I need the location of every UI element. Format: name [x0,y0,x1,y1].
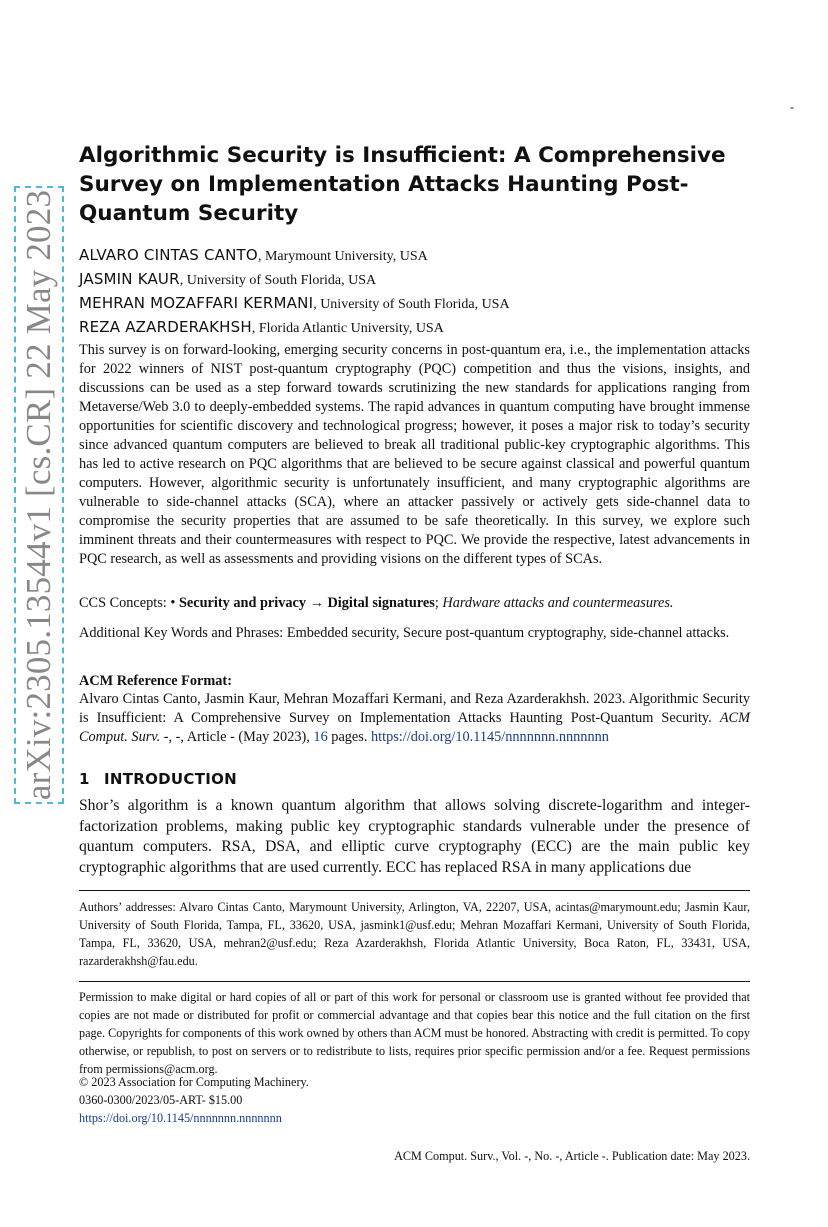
arxiv-stamp[interactable] [14,186,64,804]
author-affiliation: , Florida Atlantic University, USA [251,321,444,336]
page-mark: - [790,100,794,114]
keywords-text: Embedded security, Secure post-quantum cryptography, side-channel attacks. [286,625,730,641]
page-footer: ACM Comput. Surv., Vol. -, No. -, Article -. Publication date: May 2023. [394,1149,750,1163]
arxiv-stamp-text: arXiv:2305.13544v1 [cs.CR] 22 May 2023 [19,189,58,801]
section-heading [79,770,237,788]
ccs-separator: ; [434,595,443,611]
author-affiliation: , University of South Florida, USA [313,297,510,312]
author-line [79,244,759,268]
reference-journal: ACM Comput. Surv. [79,710,750,745]
ccs-secondary: Hardware attacks and countermeasures. [442,595,674,611]
footnote-rule [79,890,750,891]
reference-text: Alvaro Cintas Canto, Jasmin Kaur, Mehran Mozaffari Kermani, and Reza Azarderakhsh. 2023. Algorithmic Security is Insufficient: A Comprehensive Survey on Implementation Attacks Haunting Post-Quantum Security. [79,691,750,726]
reference-pages-suffix: pages. [327,729,371,745]
abstract: This survey is on forward-looking, emerging security concerns in post-quantum era, i.e., the implementation attacks for 2022 winners of NIST post-quantum cryptography (PQC) competition and thus the visions, insights, and discussions can be used as a step forward towards scrutinizing the new standards for applications ranging from Metaverse/Web 3.0 to deeply-embedded systems. The rapid advances in quantum computing have brought immense opportunities for scientific discovery and technological progress; however, it poses a major risk to today’s security since advanced quantum computers are believed to break all traditional public-key cryptographic algorithms. This has led to active research on PQC algorithms that are believed to be secure against classical and powerful quantum computers. However, algorithmic security is unfortunately insufficient, and many cryptographic algorithms are vulnerable to side-channel attacks (SCA), where an attacker passively or actively gets side-channel data to compromise the security properties that are assumed to be safe theoretically. In this survey, we explore such imminent threats and their countermeasures with respect to PQC. We provide the respective, latest advancements in PQC research, as well as assessments and providing visions on the different types of SCAs. [79,342,750,567]
copyright: © 2023 Association for Computing Machinery. [79,1075,309,1089]
author-line [79,268,759,292]
issn: 0360-0300/2023/05-ART- $15.00 [79,1093,243,1107]
author-addresses: Authors’ addresses: Alvaro Cintas Canto, Marymount University, Arlington, VA, 22207, USA, acintas@marymount.edu; Jasmin Kaur, University of South Florida, Tampa, FL, 33620, USA, jasmink1@usf.edu; Mehran Mozaffari Kermani, University of South Florida, Tampa, FL, 33620, USA, mehran2@usf.edu; Reza Azarderakhsh, Florida Atlantic University, Boca Raton, FL, 33431, USA, razarderakhsh@fau.edu. [79,900,750,968]
section-number: 1 [79,770,90,788]
author-name: ALVARO CINTAS CANTO [79,246,258,264]
keywords-label: Additional Key Words and Phrases: [79,625,287,641]
ccs-label: CCS Concepts: [79,595,171,611]
author-name: MEHRAN MOZAFFARI KERMANI [79,294,314,312]
author-list [79,244,759,340]
author-name: JASMIN KAUR [79,270,180,288]
paper-title: Algorithmic Security is Insufficient: A Comprehensive Survey on Implementation Attacks Haunting Post-Quantum Security [79,143,726,226]
introduction-text: Shor’s algorithm is a known quantum algorithm that allows solving discrete-logarithm and integer-factorization problems, making public key cryptographic standards vulnerable under the presence of quantum computers. RSA, DSA, and elliptic curve cryptography (ECC) are the main public key cryptographic algorithms that are used currently. ECC has replaced RSA in many applications due [79,797,750,876]
reference-heading: ACM Reference Format: [79,673,232,689]
permission-rule [79,981,750,982]
author-line [79,292,759,316]
author-affiliation: , University of South Florida, USA [179,273,377,288]
reference-pages-link[interactable]: 16 [313,729,328,745]
reference-details: -, -, Article - (May 2023), [160,729,314,745]
ccs-bullet: • [170,595,179,611]
keywords [79,624,750,643]
author-affiliation: , Marymount University, USA [257,249,428,264]
author-name: REZA AZARDERAKHSH [79,318,252,336]
author-line [79,316,759,340]
reference-doi-link[interactable]: https://doi.org/10.1145/nnnnnnn.nnnnnnn [371,729,609,745]
reference-format [79,690,750,747]
permission-notice: Permission to make digital or hard copies of all or part of this work for personal or classroom use is granted without fee provided that copies are not made or distributed for profit or commercial advantage and that copies bear this notice and the full citation on the first page. Copyrights for components of this work owned by others than ACM must be honored. Abstracting with credit is permitted. To copy otherwise, or republish, to post on servers or to redistribute to lists, requires prior specific permission and/or a fee. Request permissions from permissions@acm.org. [79,990,750,1076]
ccs-concepts [79,594,750,613]
ccs-primary: Security and privacy → Digital signatures [178,595,435,611]
section-title: INTRODUCTION [104,770,238,788]
footer-doi-link[interactable]: https://doi.org/10.1145/nnnnnnn.nnnnnnn [79,1111,282,1125]
